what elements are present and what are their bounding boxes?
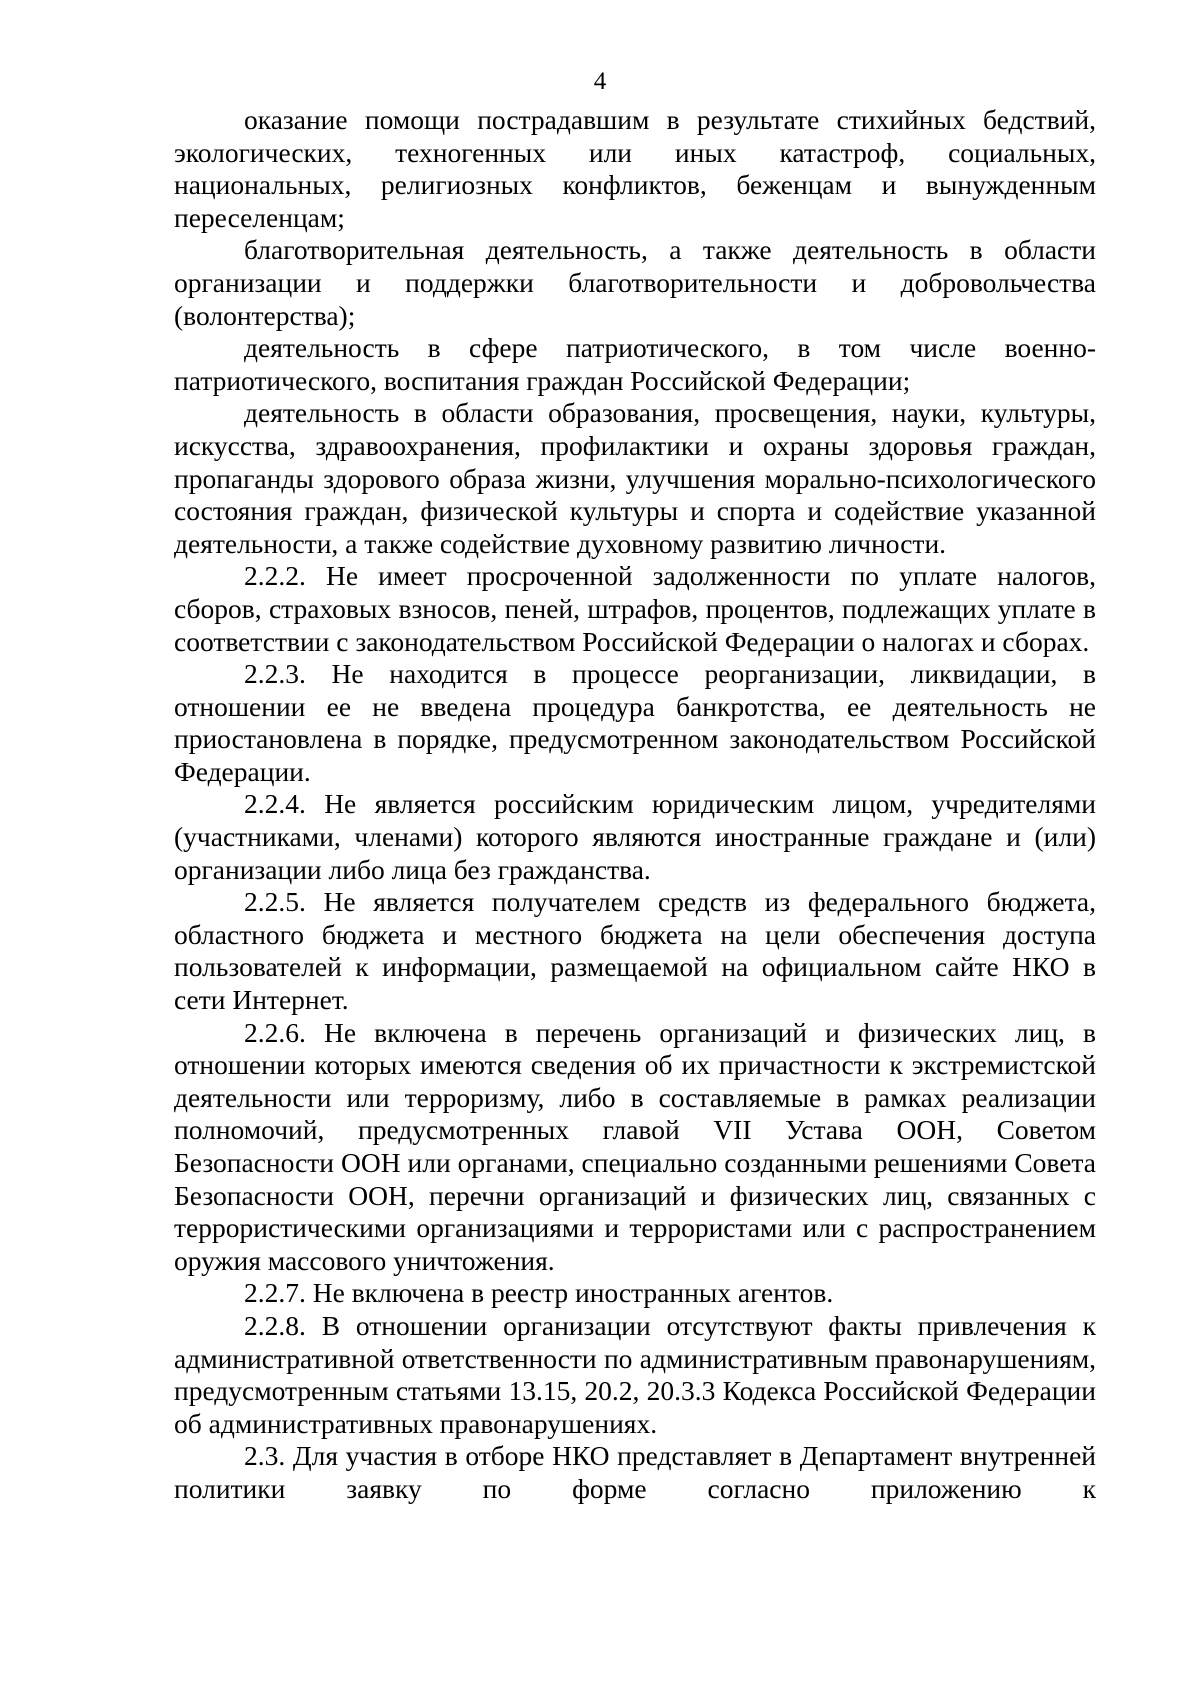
paragraph-2-2-8: 2.2.8. В отношении организации отсутствуют факты привлечения к административной ответственности по административным правонарушениям, предусмотренным статьями 13.15, 20.2, 20.3.3 Кодекса Российской Федерации об административных правонарушениях. xyxy=(174,1309,1096,1439)
paragraph-2-2-4: 2.2.4. Не является российским юридическим лицом, учредителями (участниками, членами) которого являются иностранные граждане и (или) организации либо лица без гражданства. xyxy=(174,788,1096,885)
paragraph-2-2-6: 2.2.6. Не включена в перечень организаций и физических лиц, в отношении которых имеются сведения об их причастности к экстремистской деятельности или терроризму, либо в составляемые в рамках реализации полномочий, предусмотренных главой VII Устава ООН, Советом Безопасности ООН или органами, специально созданными решениями Совета Безопасности ООН, перечни организаций и физических лиц, связанных с террористическими организациями и террористами или с распространением оружия массового уничтожения. xyxy=(174,1016,1096,1276)
paragraph-2-2-2: 2.2.2. Не имеет просроченной задолженности по уплате налогов, сборов, страховых взносов, пеней, штрафов, процентов, подлежащих уплате в соответствии с законодательством Российской Федерации о налогах и сборах. xyxy=(174,560,1096,657)
document-body xyxy=(174,104,1096,1506)
paragraph-patriotic: деятельность в сфере патриотического, в том числе военно-патриотического, воспитания граждан Российской Федерации; xyxy=(174,332,1096,396)
paragraph-2-2-5: 2.2.5. Не является получателем средств из федерального бюджета, областного бюджета и местного бюджета на цели обеспечения доступа пользователей к информации, размещаемой на официальном сайте НКО в сети Интернет. xyxy=(174,886,1096,1016)
paragraph-education-culture: деятельность в области образования, просвещения, науки, культуры, искусства, здравоохранения, профилактики и охраны здоровья граждан, пропаганды здорового образа жизни, улучшения морально-психологического состояния граждан, физической культуры и спорта и содействие указанной деятельности, а также содействие духовному развитию личности. xyxy=(174,397,1096,559)
paragraph-2-2-7: 2.2.7. Не включена в реестр иностранных агентов. xyxy=(244,1277,834,1309)
paragraph-2-3: 2.3. Для участия в отборе НКО представляет в Департамент внутренней политики заявку по форме согласно приложению к xyxy=(174,1440,1096,1504)
paragraph-disaster-assistance: оказание помощи пострадавшим в результате стихийных бедствий, экологических, техногенных или иных катастроф, социальных, национальных, религиозных конфликтов, беженцам и вынужденным переселенцам; xyxy=(174,104,1096,233)
paragraph-2-2-3: 2.2.3. Не находится в процессе реорганизации, ликвидации, в отношении ее не введена процедура банкротства, ее деятельность не приостановлена в порядке, предусмотренном законодательством Российской Федерации. xyxy=(174,658,1096,787)
paragraph-charity: благотворительная деятельность, а также деятельность в области организации и поддержки благотворительности и добровольчества (волонтерства); xyxy=(174,234,1096,331)
page-number: 4 xyxy=(593,68,607,95)
